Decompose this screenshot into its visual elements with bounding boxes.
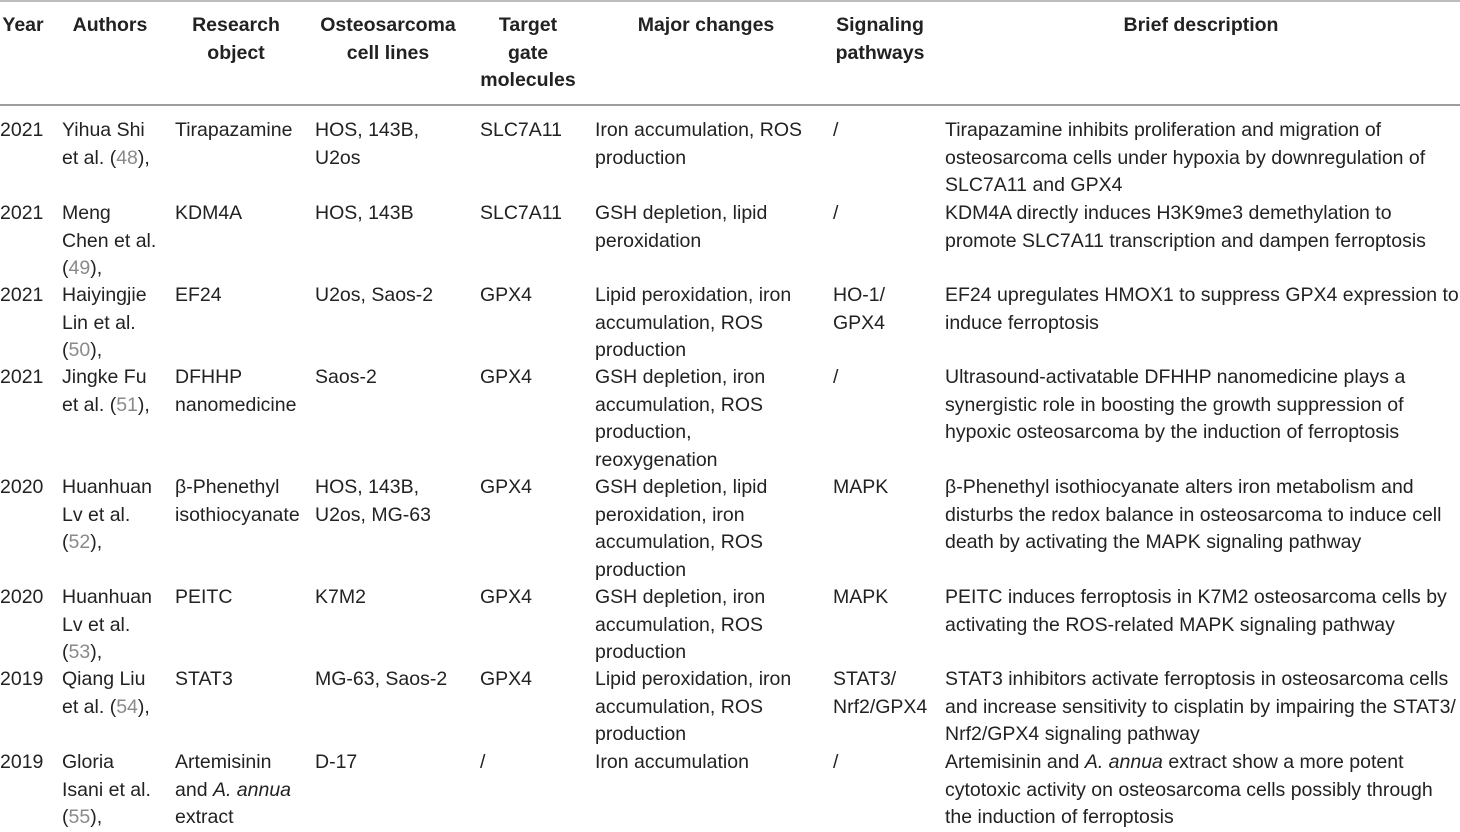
cell-major-changes: Lipid peroxidation, iron accumulation, ROS production	[595, 284, 792, 361]
header-major-changes: Major changes	[637, 14, 775, 36]
cell-year: 2021	[0, 202, 44, 224]
cell-pathway: /	[833, 751, 839, 773]
cell-cell-lines: U2os, Saos-2	[315, 284, 434, 306]
cell-pathway: /	[833, 202, 839, 224]
cell-cell-lines: HOS, 143B	[315, 202, 414, 224]
cell-authors: Huanhuan Lv et al. (52),	[62, 476, 152, 553]
cell-cell-lines: HOS, 143B, U2os	[315, 119, 420, 169]
cell-major-changes: GSH depletion, lipid peroxidation	[595, 202, 768, 252]
cell-year: 2019	[0, 668, 44, 690]
cell-year: 2019	[0, 751, 44, 773]
cell-target: /	[480, 751, 486, 773]
cell-authors: Huanhuan Lv et al. (53),	[62, 586, 152, 663]
citation-link[interactable]: 50	[68, 339, 91, 361]
table-header-row	[0, 12, 1460, 102]
cell-target: SLC7A11	[480, 119, 563, 141]
citation-link[interactable]: 49	[68, 257, 91, 279]
cell-pathway: /	[833, 366, 839, 388]
cell-cell-lines: HOS, 143B, U2os, MG-63	[315, 476, 431, 526]
cell-authors: Jingke Fu et al. (51),	[62, 366, 150, 416]
cell-research-object: STAT3	[175, 668, 233, 690]
header-research-object: Research object	[192, 14, 280, 64]
header-year: Year	[2, 14, 44, 36]
cell-cell-lines: D-17	[315, 751, 358, 773]
cell-description: KDM4A directly induces H3K9me3 demethylation to promote SLC7A11 transcription and dampen ferroptosis	[945, 202, 1426, 252]
cell-major-changes: GSH depletion, iron accumulation, ROS production, reoxygenation	[595, 366, 766, 471]
cell-description: Artemisinin and A. annua extract show a more potent cytotoxic activity on osteosarcoma cells possibly through the induction of ferroptosis	[945, 751, 1433, 828]
header-brief-description: Brief description	[1123, 14, 1279, 36]
citation-link[interactable]: 51	[116, 393, 138, 416]
cell-description: STAT3 inhibitors activate ferroptosis in osteosarcoma cells and increase sensitivity to cisplatin by impairing the STAT3/ Nrf2/GPX4 signaling pathway	[945, 668, 1456, 745]
cell-major-changes: Iron accumulation	[595, 751, 749, 773]
top-rule	[0, 0, 1460, 2]
cell-year: 2020	[0, 476, 44, 498]
citation-link[interactable]: 48	[116, 146, 138, 169]
cell-research-object: EF24	[175, 284, 222, 306]
cell-year: 2021	[0, 119, 44, 141]
cell-cell-lines: Saos-2	[315, 366, 377, 388]
cell-research-object: Tirapazamine	[175, 119, 293, 141]
cell-authors: Meng Chen et al. (49),	[62, 202, 157, 279]
cell-description: β-Phenethyl isothiocyanate alters iron metabolism and disturbs the redox balance in osteosarcoma to induce cell death by activating the MAPK signaling pathway	[945, 476, 1442, 553]
cell-pathway: HO-1/ GPX4	[833, 284, 886, 334]
cell-major-changes: GSH depletion, lipid peroxidation, iron accumulation, ROS production	[595, 476, 768, 581]
cell-pathway: MAPK	[833, 476, 889, 498]
citation-link[interactable]: 52	[68, 531, 91, 553]
cell-cell-lines: K7M2	[315, 586, 366, 608]
cell-target: GPX4	[480, 586, 533, 608]
header-authors: Authors	[72, 14, 148, 36]
cell-year: 2021	[0, 284, 44, 306]
cell-authors: Haiyingjie Lin et al. (50),	[62, 284, 147, 361]
citation-link[interactable]: 54	[116, 695, 138, 718]
cell-target: GPX4	[480, 366, 533, 388]
cell-pathway: MAPK	[833, 586, 889, 608]
cell-major-changes: Lipid peroxidation, iron accumulation, ROS production	[595, 668, 792, 745]
cell-research-object: Artemisinin and A. annua extract	[175, 751, 292, 828]
header-target-molecules: Target gate molecules	[480, 14, 576, 91]
cell-target: SLC7A11	[480, 202, 563, 224]
cell-target: GPX4	[480, 284, 533, 306]
cell-research-object: KDM4A	[175, 202, 243, 224]
cell-pathway: STAT3/ Nrf2/GPX4	[833, 668, 928, 718]
header-cell-lines: Osteosarcoma cell lines	[320, 14, 456, 64]
cell-authors: Gloria Isani et al. (55),	[62, 751, 151, 828]
cell-pathway: /	[833, 119, 839, 141]
header-signaling-pathways: Signaling pathways	[835, 14, 925, 64]
cell-target: GPX4	[480, 476, 533, 498]
cell-cell-lines: MG-63, Saos-2	[315, 668, 448, 690]
citation-link[interactable]: 55	[68, 806, 91, 828]
cell-authors: Yihua Shi et al. (48),	[62, 119, 150, 169]
cell-research-object: PEITC	[175, 586, 233, 608]
cell-description: PEITC induces ferroptosis in K7M2 osteosarcoma cells by activating the ROS-related MAPK signaling pathway	[945, 586, 1447, 636]
cell-research-object: β-Phenethyl isothiocyanate	[175, 476, 300, 526]
cell-major-changes: Iron accumulation, ROS production	[595, 119, 803, 169]
cell-description: Tirapazamine inhibits proliferation and migration of osteosarcoma cells under hypoxia by downregulation of SLC7A11 and GPX4	[945, 119, 1426, 196]
cell-research-object: DFHHP nanomedicine	[175, 366, 297, 416]
citation-link[interactable]: 53	[68, 641, 91, 663]
cell-year: 2020	[0, 586, 44, 608]
cell-description: Ultrasound-activatable DFHHP nanomedicine plays a synergistic role in boosting the growth suppression of hypoxic osteosarcoma by the induction of ferroptosis	[945, 366, 1406, 443]
header-rule	[0, 104, 1460, 106]
cell-description: EF24 upregulates HMOX1 to suppress GPX4 expression to induce ferroptosis	[945, 284, 1459, 334]
cell-authors: Qiang Liu et al. (54),	[62, 668, 150, 718]
cell-year: 2021	[0, 366, 44, 388]
cell-major-changes: GSH depletion, iron accumulation, ROS production	[595, 586, 766, 663]
cell-target: GPX4	[480, 668, 533, 690]
